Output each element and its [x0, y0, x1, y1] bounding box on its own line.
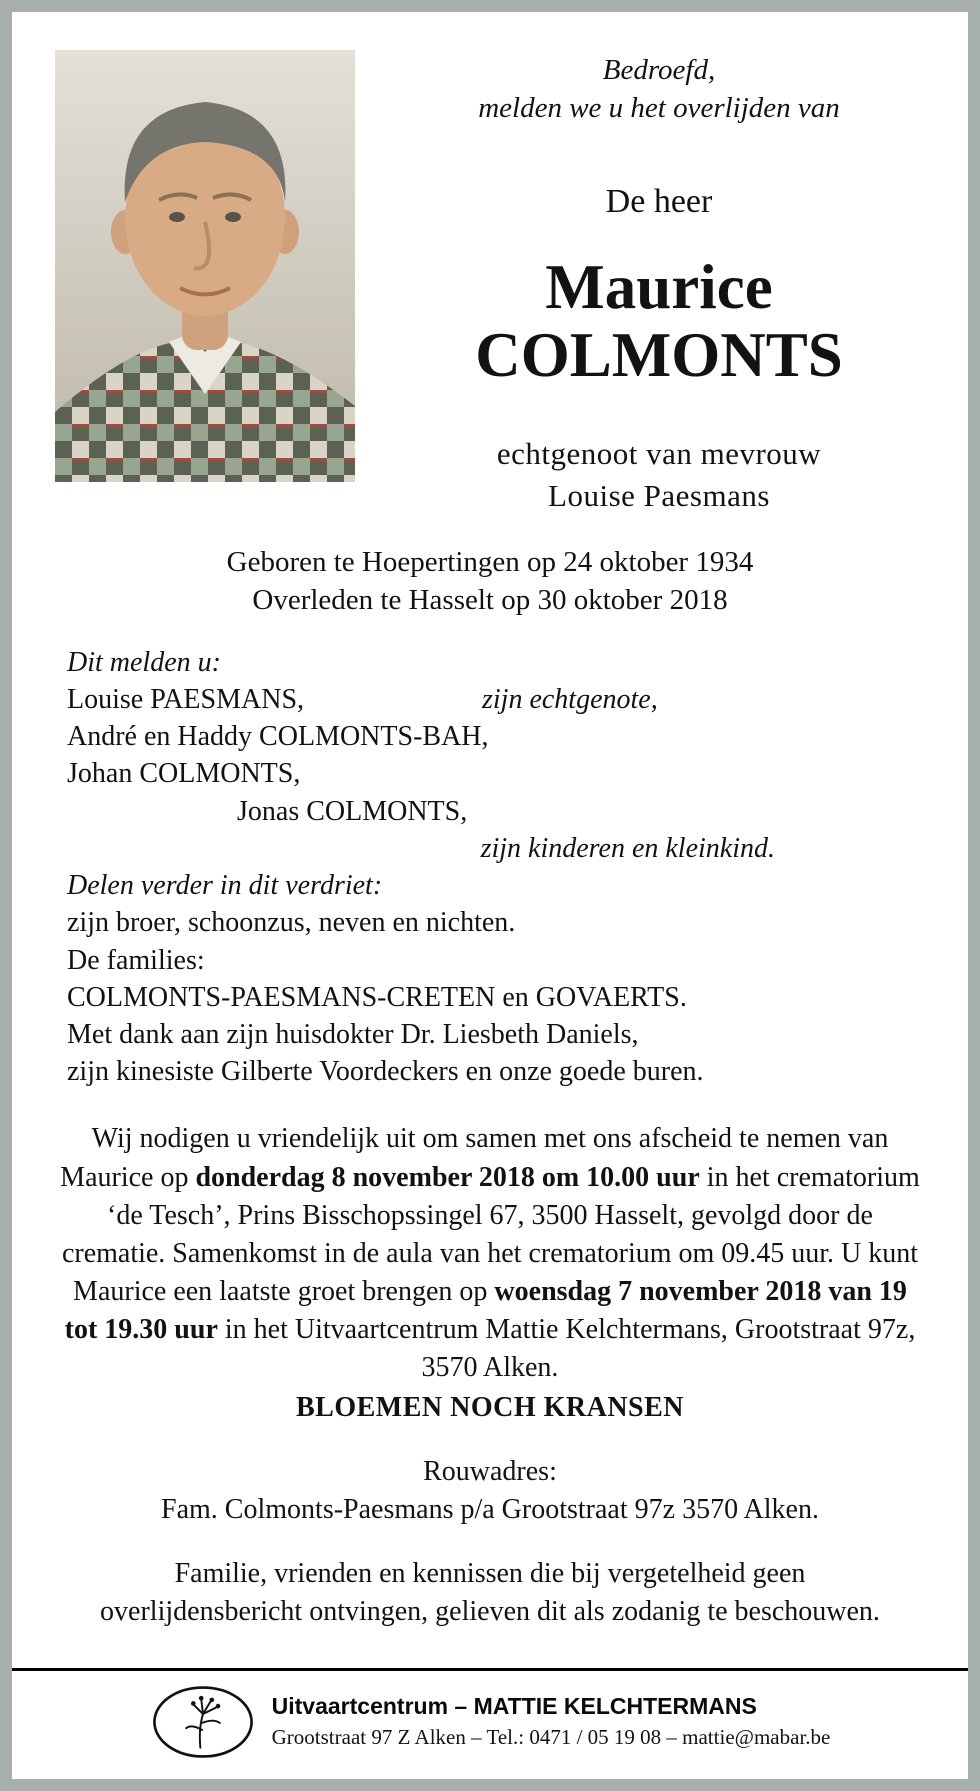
ceremony-part-3: in het Uitvaartcentrum Mattie Kelchtermans, Grootstraat 97z, 3570 Alken.	[217, 1313, 916, 1383]
family-line-1: zijn broer, schoonzus, neven en nichten.	[67, 907, 516, 939]
deceased-name	[393, 253, 925, 389]
portrait-photo-placeholder	[55, 50, 355, 482]
closing-note-text: Familie, vrienden en kennissen die bij vergetelheid geen overlijdensbericht ontvingen, gelieven dit als zodanig te beschouwen.	[100, 1558, 880, 1628]
wife-row	[67, 681, 925, 718]
mourning-address-section	[55, 1453, 925, 1529]
spouse-block	[393, 433, 925, 517]
share-heading: Delen verder in dit verdriet:	[67, 870, 383, 902]
mourning-address-heading: Rouwadres:	[423, 1456, 557, 1488]
funeral-home-contact: Grootstraat 97 Z Alken – Tel.: 0471 / 05 19 08 – mattie@mabar.be	[271, 1725, 831, 1750]
funeral-home-name: Uitvaartcentrum – MATTIE KELCHTERMANS	[271, 1693, 757, 1720]
born-line: Geboren te Hoepertingen op 24 oktober 1934	[226, 546, 754, 579]
intro-lines	[393, 52, 925, 127]
footer-section	[12, 1668, 968, 1779]
family-line-3: COLMONTS-PAESMANS-CRETEN en GOVAERTS.	[67, 981, 687, 1013]
flower-logo-icon	[150, 1681, 256, 1763]
announcement-block	[393, 50, 925, 517]
funeral-home-logo	[150, 1681, 256, 1763]
spouse-name: Louise Paesmans	[548, 478, 770, 514]
footer-text-block	[272, 1692, 831, 1751]
salutation: De heer	[605, 183, 713, 221]
child-line-1: André en Haddy COLMONTS-BAH,	[67, 721, 489, 753]
intro-line-2: melden we u het overlijden van	[478, 91, 840, 124]
thanks-line-1: Met dank aan zijn huisdokter Dr. Liesbeth Daniels,	[67, 1019, 639, 1050]
spouse-prefix: echtgenoot van mevrouw	[496, 436, 822, 472]
grandchild-line: Jonas COLMONTS,	[237, 795, 468, 827]
wife-name: Louise PAESMANS,	[67, 683, 305, 715]
ceremony-date-2: woensdag 7 november 2018 van 19 tot 19.30 uur	[64, 1275, 907, 1345]
portrait-photo	[55, 50, 355, 482]
mourning-address-line: Fam. Colmonts-Paesmans p/a Grootstraat 97z 3570 Alken.	[161, 1494, 819, 1526]
ceremony-section	[55, 1120, 925, 1427]
announcers-section	[55, 644, 925, 1091]
wife-role: zijn echtgenote,	[482, 683, 658, 715]
announcers-heading: Dit melden u:	[67, 646, 221, 678]
children-role: zijn kinderen en kleinkind.	[480, 832, 775, 864]
thanks-line-2: zijn kinesiste Gilberte Voordeckers en onze goede buren.	[67, 1056, 704, 1088]
header-section	[55, 50, 925, 517]
died-line: Overleden te Hasselt op 30 oktober 2018	[252, 584, 728, 617]
family-line-2: De families:	[67, 944, 205, 976]
ceremony-paragraph	[55, 1120, 925, 1387]
no-flowers-line: BLOEMEN NOCH KRANSEN	[295, 1392, 685, 1424]
ceremony-part-2: in het crematorium ‘de Tesch’, Prins Bisschopssingel 67, 3500 Hasselt, gevolgd door de crematie. Samenkomst in de aula van het crematorium om 09.45 uur. U kunt Maurice een laatste groet brengen op	[61, 1161, 920, 1307]
intro-line-1: Bedroefd,	[602, 54, 716, 86]
closing-note	[55, 1555, 925, 1631]
child-line-2: Johan COLMONTS,	[67, 758, 301, 790]
deceased-first-name: Maurice	[545, 252, 773, 323]
ceremony-part-1: Wij nodigen u vriendelijk uit om samen met ons afscheid te nemen van Maurice op	[60, 1123, 889, 1193]
ceremony-date-1: donderdag 8 november 2018 om 10.00 uur	[195, 1161, 700, 1193]
deceased-last-name: COLMONTS	[475, 320, 843, 391]
vitals-section	[55, 543, 925, 620]
obituary-sheet	[12, 12, 968, 1779]
